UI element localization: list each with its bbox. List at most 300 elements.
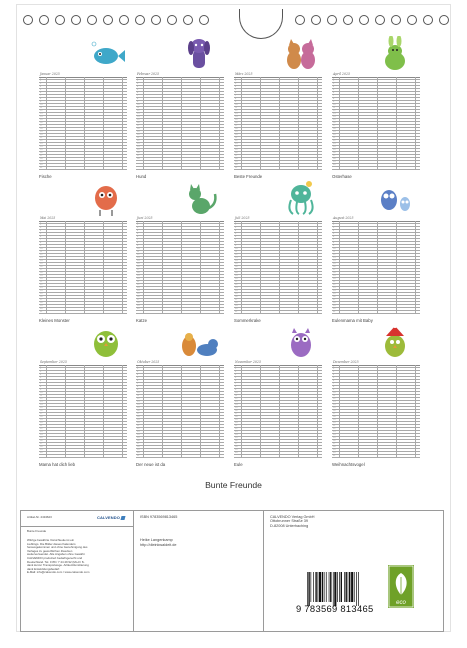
grid-column-line [317, 365, 318, 458]
day-number: 17 [333, 268, 336, 271]
day-number: 13 [137, 256, 140, 259]
grid-column-line [103, 365, 104, 458]
day-number: 11 [235, 250, 238, 253]
barcode-bar [319, 572, 321, 602]
day-number: 8 [137, 97, 139, 100]
month-name: August 2025 [333, 216, 354, 220]
month-caption: Fische [39, 174, 52, 179]
grid-column-line [143, 221, 144, 314]
day-number: 12 [333, 109, 336, 112]
day-number: 9 [137, 244, 139, 247]
month-day-grid [234, 77, 322, 170]
grid-column-line [415, 365, 416, 458]
day-number: 17 [137, 124, 140, 127]
day-number: 23 [40, 142, 43, 145]
day-number: 11 [333, 250, 336, 253]
day-number: 6 [235, 91, 237, 94]
month-caption: Hund [136, 174, 147, 179]
day-number: 20 [235, 133, 238, 136]
binding-hole [87, 15, 97, 25]
day-number: 22 [333, 283, 336, 286]
day-number: 31 [235, 166, 238, 169]
day-number: 2 [235, 223, 237, 226]
binding-hole [135, 15, 145, 25]
day-row [39, 311, 127, 314]
day-number: 5 [235, 376, 237, 379]
day-number: 21 [333, 424, 336, 427]
day-number: 20 [235, 277, 238, 280]
day-number: 4 [137, 373, 139, 376]
day-row [332, 455, 420, 458]
day-number: 26 [40, 439, 43, 442]
day-number: 17 [235, 124, 238, 127]
grid-column-line [339, 365, 340, 458]
day-number: 28 [333, 301, 336, 304]
day-number: 30 [333, 451, 336, 454]
day-number: 31 [235, 310, 238, 313]
day-number: 28 [137, 157, 140, 160]
day-number: 8 [137, 241, 139, 244]
day-number: 5 [40, 88, 42, 91]
day-number: 5 [40, 376, 42, 379]
day-number: 8 [235, 97, 237, 100]
day-number: 10 [137, 391, 140, 394]
eco-label: eco [396, 600, 406, 606]
barcode-bar [313, 572, 314, 602]
day-number: 6 [235, 235, 237, 238]
day-number: 4 [333, 373, 335, 376]
day-number: 15 [333, 262, 336, 265]
day-number: 26 [235, 151, 238, 154]
day-number: 21 [137, 280, 140, 283]
day-number: 31 [333, 310, 336, 313]
day-number: 6 [137, 235, 139, 238]
grid-column-line [46, 365, 47, 458]
month-day-grid [332, 365, 420, 458]
octopus-icon [281, 180, 321, 216]
day-number: 28 [137, 301, 140, 304]
day-number: 21 [137, 136, 140, 139]
binding-hole [103, 15, 113, 25]
day-number: 8 [333, 97, 335, 100]
day-number: 1 [40, 221, 42, 224]
day-number: 23 [235, 430, 238, 433]
grid-column-line [162, 77, 163, 170]
binding-hole [183, 15, 193, 25]
day-number: 25 [333, 292, 336, 295]
day-number: 16 [235, 121, 238, 124]
day-number: 12 [333, 397, 336, 400]
grid-column-line [358, 221, 359, 314]
day-number: 4 [333, 85, 335, 88]
day-number: 11 [235, 106, 238, 109]
barcode-bar [349, 572, 350, 602]
day-number: 13 [333, 256, 336, 259]
day-number: 18 [235, 271, 238, 274]
description-line: Witzige bewährte Vorsichteule ist ein [27, 538, 75, 542]
day-number: 6 [40, 235, 42, 238]
day-number: 25 [235, 148, 238, 151]
day-number: 9 [235, 100, 237, 103]
day-number: 27 [333, 298, 336, 301]
day-number: 7 [137, 382, 139, 385]
article-number: 2434623 [40, 515, 52, 519]
day-number: 26 [40, 151, 43, 154]
month-day-grid [39, 365, 127, 458]
day-number: 1 [137, 77, 139, 80]
day-number: 31 [40, 310, 43, 313]
day-number: 11 [137, 394, 140, 397]
grid-column-line [219, 365, 220, 458]
day-number: 11 [40, 250, 43, 253]
day-number: 13 [137, 400, 140, 403]
month-caption: Eulenmama mit Baby [332, 318, 373, 323]
grid-column-line [200, 221, 201, 314]
day-number: 20 [333, 277, 336, 280]
day-number: 7 [235, 382, 237, 385]
day-row [39, 455, 127, 458]
day-number: 9 [235, 388, 237, 391]
grid-column-line [396, 77, 397, 170]
day-number: 9 [40, 244, 42, 247]
day-number: 26 [235, 295, 238, 298]
month-panel [36, 180, 130, 323]
grid-column-line [415, 77, 416, 170]
month-day-grid [136, 221, 224, 314]
spiral-binding [17, 15, 450, 31]
day-number: 21 [40, 280, 43, 283]
day-number: 8 [333, 241, 335, 244]
day-number: 2 [40, 367, 42, 370]
grid-column-line [46, 221, 47, 314]
day-number: 18 [235, 127, 238, 130]
day-number: 1 [333, 365, 335, 368]
day-number: 26 [333, 439, 336, 442]
day-number: 17 [333, 412, 336, 415]
day-number: 15 [40, 406, 43, 409]
day-row [332, 311, 420, 314]
cat-icon [179, 180, 219, 216]
day-number: 2 [40, 223, 42, 226]
day-number: 11 [40, 394, 43, 397]
grid-column-line [260, 365, 261, 458]
day-number: 3 [137, 226, 139, 229]
day-number: 4 [137, 229, 139, 232]
day-number: 16 [333, 265, 336, 268]
day-number: 25 [137, 292, 140, 295]
day-number: 24 [137, 289, 140, 292]
grid-column-line [181, 77, 182, 170]
day-number: 27 [40, 154, 43, 157]
grid-column-line [84, 221, 85, 314]
day-number: 21 [40, 424, 43, 427]
binding-hole [295, 15, 305, 25]
day-number: 19 [40, 130, 43, 133]
day-number: 30 [235, 163, 238, 166]
day-number: 19 [235, 418, 238, 421]
day-number: 1 [40, 365, 42, 368]
day-number: 8 [40, 385, 42, 388]
binding-hole [199, 15, 209, 25]
day-number: 4 [40, 373, 42, 376]
grid-column-line [377, 221, 378, 314]
day-number: 2 [235, 79, 237, 82]
day-number: 24 [333, 289, 336, 292]
day-number: 13 [137, 112, 140, 115]
day-number: 12 [40, 109, 43, 112]
day-number: 2 [40, 79, 42, 82]
day-number: 7 [40, 382, 42, 385]
grid-column-line [298, 221, 299, 314]
day-number: 11 [333, 106, 336, 109]
day-number: 26 [137, 439, 140, 442]
month-name: Juli 2025 [235, 216, 250, 220]
day-number: 21 [333, 136, 336, 139]
day-number: 18 [40, 127, 43, 130]
day-number: 10 [40, 247, 43, 250]
day-number: 11 [333, 394, 336, 397]
day-number: 1 [235, 221, 237, 224]
grid-column-line [162, 365, 163, 458]
day-number: 9 [333, 244, 335, 247]
day-number: 25 [40, 292, 43, 295]
day-number: 17 [40, 268, 43, 271]
day-number: 10 [333, 391, 336, 394]
day-number: 12 [137, 253, 140, 256]
description-line: CALVENDO produziert bedarfsgerecht und [27, 556, 83, 560]
day-number: 8 [40, 241, 42, 244]
day-number: 18 [137, 127, 140, 130]
day-number: 22 [235, 139, 238, 142]
grid-column-line [103, 221, 104, 314]
pets-icon [179, 324, 219, 360]
barcode-bar [324, 572, 325, 602]
cats-icon [281, 36, 321, 72]
day-number: 30 [40, 451, 43, 454]
month-panel [329, 36, 423, 179]
day-number: 5 [137, 232, 139, 235]
day-number: 3 [235, 226, 237, 229]
day-number: 8 [40, 97, 42, 100]
day-number: 28 [235, 445, 238, 448]
day-number: 16 [40, 121, 43, 124]
day-number: 29 [333, 448, 336, 451]
day-number: 17 [235, 412, 238, 415]
day-number: 19 [333, 274, 336, 277]
day-number: 18 [333, 127, 336, 130]
eco-badge [388, 565, 414, 608]
month-name: September 2025 [40, 360, 67, 364]
description-line: dank kurzer Transportwege. Artikel-Remittierung [27, 563, 89, 568]
month-panel [231, 180, 325, 323]
barcode-bar [326, 572, 327, 602]
day-number: 1 [333, 77, 335, 80]
day-number: 19 [137, 418, 140, 421]
day-number: 25 [235, 436, 238, 439]
grid-column-line [317, 221, 318, 314]
day-number: 21 [40, 136, 43, 139]
grid-column-line [143, 365, 144, 458]
month-panel [133, 180, 227, 323]
grid-column-line [260, 221, 261, 314]
grid-column-line [65, 365, 66, 458]
binding-hole [71, 15, 81, 25]
day-number: 18 [40, 415, 43, 418]
grid-column-line [103, 77, 104, 170]
day-number: 30 [333, 163, 336, 166]
month-name: Juni 2025 [137, 216, 153, 220]
grid-column-line [162, 221, 163, 314]
hanger-hook [239, 9, 283, 39]
day-number: 29 [40, 448, 43, 451]
month-day-grid [332, 221, 420, 314]
day-row [39, 167, 127, 170]
info-divider [21, 526, 134, 527]
day-number: 19 [137, 130, 140, 133]
calvendo-logo: CALVENDO [97, 515, 125, 520]
day-number: 27 [333, 442, 336, 445]
grid-column-line [84, 365, 85, 458]
day-number: 29 [137, 448, 140, 451]
day-number: 24 [333, 145, 336, 148]
day-number: 18 [137, 271, 140, 274]
day-number: 10 [333, 247, 336, 250]
grid-column-line [298, 365, 299, 458]
day-number: 23 [137, 430, 140, 433]
day-number: 16 [235, 265, 238, 268]
day-number: 15 [333, 118, 336, 121]
day-number: 21 [137, 424, 140, 427]
day-number: 13 [40, 400, 43, 403]
day-number: 4 [137, 85, 139, 88]
barcode-bar [334, 572, 336, 606]
day-number: 16 [137, 121, 140, 124]
binding-hole [167, 15, 177, 25]
month-panel [231, 324, 325, 467]
description-line: herausgekommen und ohne Genehmigung des [27, 545, 88, 550]
day-number: 5 [333, 88, 335, 91]
day-number: 29 [235, 160, 238, 163]
day-number: 20 [137, 133, 140, 136]
month-name: November 2025 [235, 360, 261, 364]
day-number: 29 [333, 160, 336, 163]
author-url: http://dieinkwaldeit.de [140, 542, 177, 547]
barcode-bar [318, 572, 319, 602]
month-caption: Sommerkrake [234, 318, 261, 323]
day-number: 24 [137, 433, 140, 436]
day-number: 4 [40, 229, 42, 232]
month-day-grid [234, 365, 322, 458]
day-number: 31 [40, 166, 43, 169]
day-number: 3 [40, 226, 42, 229]
day-number: 22 [137, 139, 140, 142]
day-number: 10 [40, 391, 43, 394]
day-number: 9 [333, 100, 335, 103]
day-number: 11 [137, 250, 140, 253]
day-number: 28 [333, 445, 336, 448]
day-number: 2 [137, 223, 139, 226]
grid-column-line [279, 221, 280, 314]
barcode-bar [307, 572, 308, 606]
day-number: 22 [333, 427, 336, 430]
day-number: 5 [40, 232, 42, 235]
day-number: 14 [137, 259, 140, 262]
day-number: 14 [333, 403, 336, 406]
day-number: 19 [235, 130, 238, 133]
day-number: 19 [40, 418, 43, 421]
description-line: Verlages zu gewerblichen Zwecken [27, 548, 73, 553]
month-name: Mai 2025 [40, 216, 56, 220]
day-number: 29 [235, 304, 238, 307]
binding-hole [327, 15, 337, 25]
day-number: 15 [333, 406, 336, 409]
grid-column-line [65, 77, 66, 170]
day-number: 4 [333, 229, 335, 232]
day-number: 10 [137, 247, 140, 250]
grid-column-line [219, 221, 220, 314]
month-name: April 2025 [333, 72, 351, 76]
day-number: 12 [235, 397, 238, 400]
day-number: 5 [235, 88, 237, 91]
month-day-grid [39, 221, 127, 314]
day-number: 5 [137, 88, 139, 91]
day-number: 12 [235, 253, 238, 256]
day-number: 22 [235, 283, 238, 286]
day-number: 13 [235, 400, 238, 403]
day-number: 27 [137, 298, 140, 301]
day-number: 6 [137, 91, 139, 94]
day-number: 19 [333, 130, 336, 133]
day-number: 28 [40, 301, 43, 304]
day-number: 29 [40, 304, 43, 307]
day-number: 31 [137, 454, 140, 457]
day-number: 14 [137, 403, 140, 406]
day-number: 10 [137, 103, 140, 106]
day-number: 9 [137, 100, 139, 103]
day-number: 24 [333, 433, 336, 436]
grid-column-line [339, 77, 340, 170]
month-panel [329, 180, 423, 323]
day-number: 28 [40, 445, 43, 448]
day-number: 24 [235, 145, 238, 148]
binding-hole [23, 15, 33, 25]
day-number: 20 [333, 133, 336, 136]
day-number: 23 [235, 142, 238, 145]
day-number: 9 [40, 100, 42, 103]
description-line: dank Entwicklungsbedarf. [27, 566, 60, 571]
day-number: 31 [333, 454, 336, 457]
binding-hole [343, 15, 353, 25]
day-number: 29 [235, 448, 238, 451]
binding-hole [119, 15, 129, 25]
day-number: 3 [137, 370, 139, 373]
day-number: 22 [40, 283, 43, 286]
day-number: 10 [235, 247, 238, 250]
day-number: 13 [235, 256, 238, 259]
day-number: 19 [333, 418, 336, 421]
monster-icon [86, 180, 126, 216]
day-number: 11 [40, 106, 43, 109]
day-number: 26 [235, 439, 238, 442]
day-number: 12 [40, 253, 43, 256]
month-day-grid [234, 221, 322, 314]
grid-column-line [317, 77, 318, 170]
day-number: 25 [137, 148, 140, 151]
day-number: 5 [333, 232, 335, 235]
day-number: 22 [235, 427, 238, 430]
month-name: Januar 2025 [40, 72, 60, 76]
day-number: 13 [333, 400, 336, 403]
